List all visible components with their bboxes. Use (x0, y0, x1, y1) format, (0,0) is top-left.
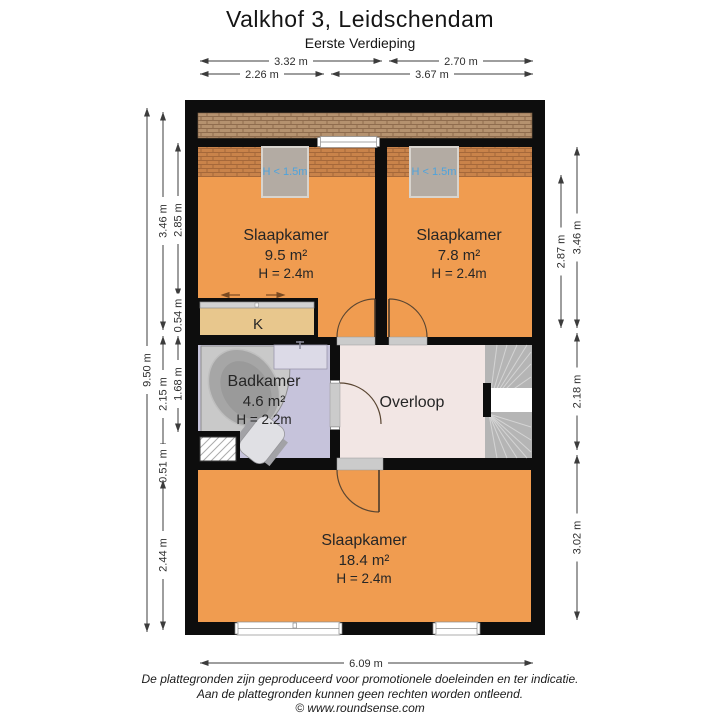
footer-disclaimer-line2: Aan de plattegronden kunnen geen rechten worden ontleend. (196, 686, 524, 701)
bedroom-1-height: H = 2.4m (258, 266, 314, 281)
page-title: Valkhof 3, Leidschendam (225, 6, 495, 32)
room-bedroom-3 (198, 470, 531, 622)
svg-text:3.46 m: 3.46 m (157, 204, 170, 238)
dimension-left-mid-1 (156, 112, 170, 330)
roof-slope-strip (198, 113, 532, 138)
dimension-left-mid-4 (156, 480, 170, 630)
dimension-bottom (200, 657, 533, 671)
svg-text:3.32 m: 3.32 m (274, 56, 308, 68)
footer-credit: © www.roundsense.com (295, 701, 425, 715)
dimension-left-inner-3 (171, 336, 185, 432)
bedroom-1-area: 9.5 m² (264, 247, 308, 264)
svg-text:2.26 m: 2.26 m (245, 69, 279, 81)
svg-text:2.44 m: 2.44 m (157, 538, 170, 572)
bedroom-2-roof-hatch (387, 147, 532, 177)
dimension-left-total (140, 108, 154, 632)
void-hatch (196, 431, 240, 465)
window-bottom-right (433, 622, 480, 635)
footer (0, 672, 720, 716)
page-subtitle: Eerste Verdieping (304, 35, 416, 51)
svg-text:2.70 m: 2.70 m (444, 56, 478, 68)
dimension-right-outer-2 (570, 333, 584, 450)
low-headroom-label: H < 1.5m (262, 166, 308, 178)
svg-text:3.67 m: 3.67 m (415, 69, 449, 81)
window-bottom-left (235, 622, 342, 635)
closet-label: K (252, 316, 264, 333)
footer-disclaimer-line1: De plattegronden zijn geproduceerd voor promotionele doeleinden en ter indicatie. (141, 672, 579, 686)
svg-text:6.09 m: 6.09 m (349, 658, 383, 670)
bedroom-2-name: Slaapkamer (416, 227, 502, 244)
svg-text:1.68 m: 1.68 m (172, 367, 185, 401)
staircase (483, 345, 532, 458)
landing-name: Overloop (379, 394, 445, 411)
svg-text:0.54 m: 0.54 m (172, 298, 185, 333)
stairs-landing (491, 388, 532, 412)
bathroom-name: Badkamer (227, 373, 301, 390)
room-landing (340, 345, 485, 458)
dimension-right-outer-3 (570, 455, 584, 620)
svg-text:2.85 m: 2.85 m (172, 203, 185, 237)
dimension-right-outer-1 (570, 147, 584, 328)
svg-text:2.18 m: 2.18 m (571, 374, 584, 409)
svg-text:3.46 m: 3.46 m (571, 220, 584, 255)
window-top (318, 137, 380, 148)
low-headroom-label: H < 1.5m (411, 166, 457, 178)
room-bedroom-2 (387, 147, 532, 337)
dimension-top-1b (389, 55, 533, 69)
dimension-right-inner (554, 175, 568, 328)
bedroom-3-height: H = 2.4m (336, 571, 392, 586)
bedroom-2-area: 7.8 m² (437, 247, 481, 264)
svg-text:2.87 m: 2.87 m (555, 234, 568, 269)
stairs-handrail (483, 383, 491, 417)
bedroom-3-area: 18.4 m² (338, 552, 390, 569)
dimension-top-2a (200, 68, 324, 82)
dimension-left-mid-2 (156, 336, 170, 452)
dimension-left-inner-1 (171, 143, 185, 297)
closet-k (196, 293, 318, 339)
svg-text:9.50 m: 9.50 m (141, 353, 154, 387)
svg-text:2.15 m: 2.15 m (157, 377, 170, 411)
dimension-left-inner-2 (171, 294, 185, 338)
sink (274, 341, 327, 369)
svg-text:0.51 m: 0.51 m (157, 449, 170, 483)
dimension-top-2b (331, 68, 533, 82)
bathroom-area: 4.6 m² (242, 393, 286, 410)
bedroom-3-name: Slaapkamer (321, 532, 407, 549)
bedroom-1-name: Slaapkamer (243, 227, 329, 244)
bedroom-2-height: H = 2.4m (431, 266, 487, 281)
svg-text:3.02 m: 3.02 m (571, 520, 584, 555)
bathroom-height: H = 2.2m (236, 412, 292, 427)
dimension-top-1a (200, 55, 382, 69)
